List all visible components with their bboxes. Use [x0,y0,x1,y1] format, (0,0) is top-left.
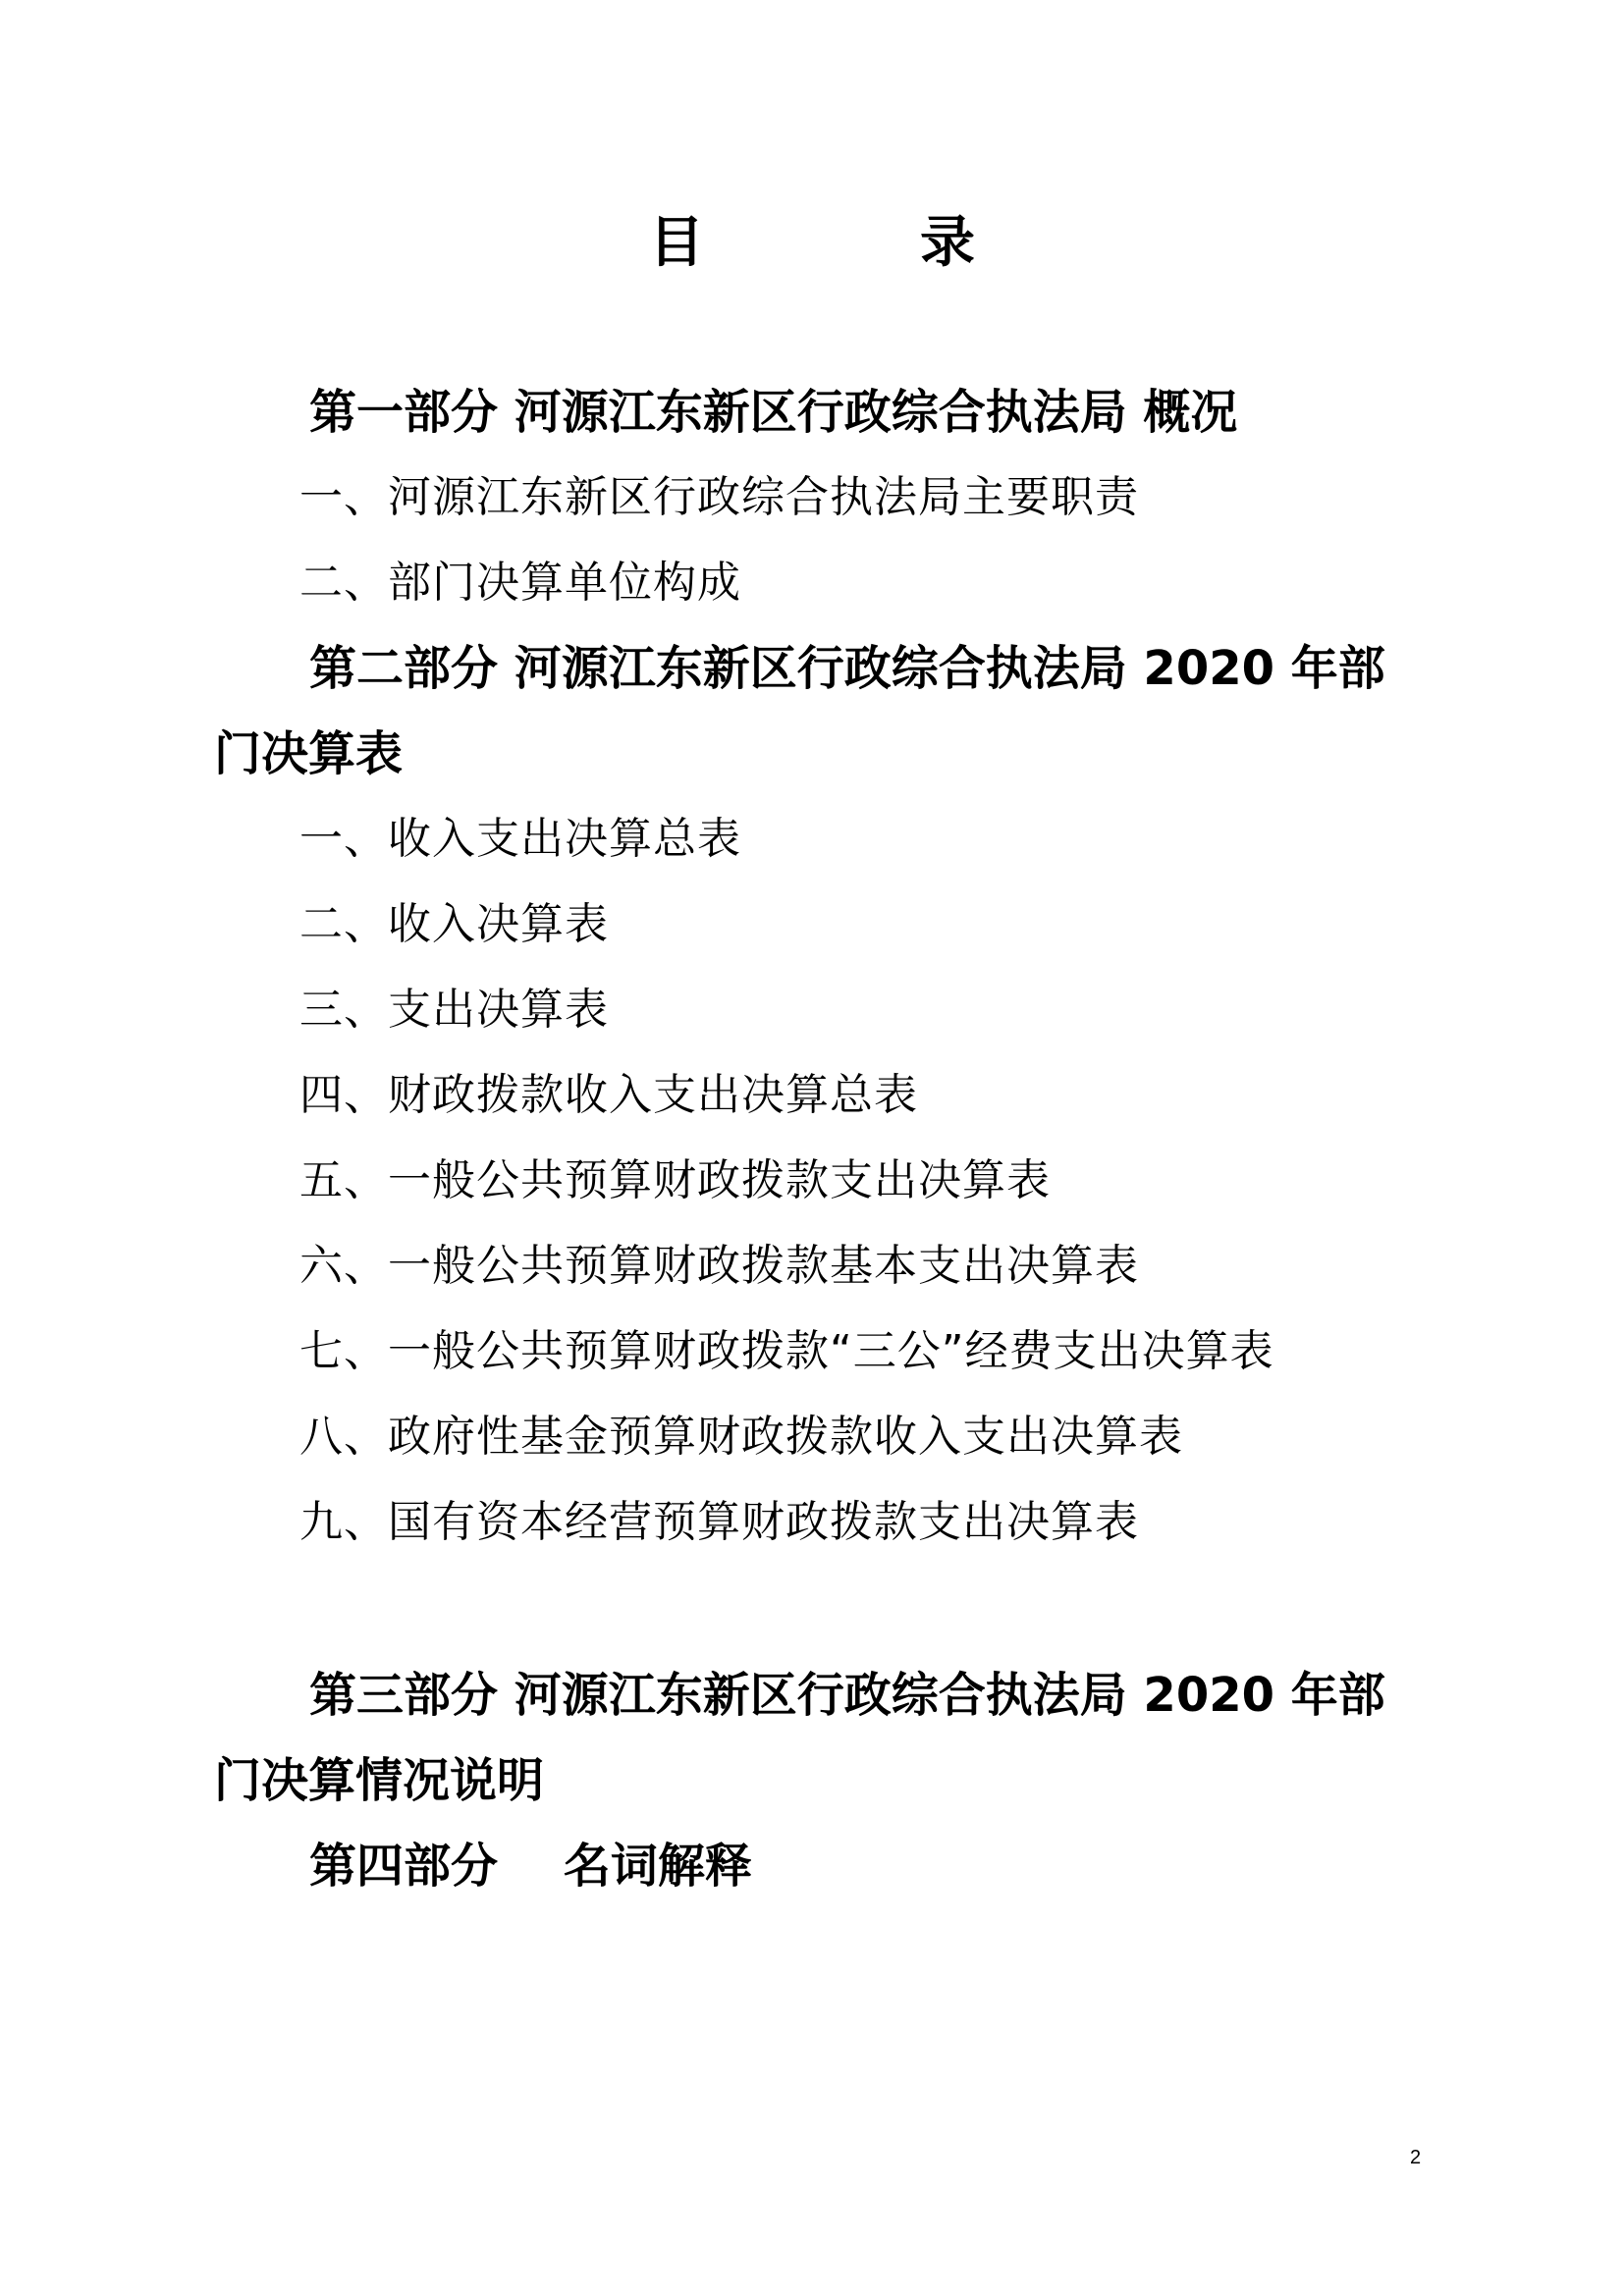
toc-item: 七、一般公共预算财政拨款“三公”经费支出决算表 [299,1326,1274,1376]
toc-item: 九、国有资本经营预算财政拨款支出决算表 [299,1497,1139,1547]
toc-item: 二、收入决算表 [299,899,609,949]
toc-item: 六、一般公共预算财政拨款基本支出决算表 [299,1241,1139,1291]
toc-item: 一、收入支出决算总表 [299,814,741,864]
toc-item: 三、支出决算表 [299,985,609,1035]
title-char-1: 目 [649,211,704,275]
part1-heading: 第一部分 河源江东新区行政综合执法局 概况 [309,385,1238,440]
part2-heading-cont: 门决算表 [214,726,404,781]
page-title [0,211,1624,275]
part3-heading: 第三部分 河源江东新区行政综合执法局 2020 年部 [309,1668,1385,1723]
toc-item: 五、一般公共预算财政拨款支出决算表 [299,1155,1051,1205]
part2-heading: 第二部分 河源江东新区行政综合执法局 2020 年部 [309,641,1385,696]
toc-item: 一、河源江东新区行政综合执法局主要职责 [299,472,1139,522]
toc-item: 八、政府性基金预算财政拨款收入支出决算表 [299,1412,1183,1462]
toc-item: 四、财政拨款收入支出决算总表 [299,1070,918,1120]
part3-heading-cont: 门决算情况说明 [214,1753,545,1808]
part4-heading: 第四部分 名词解释 [309,1839,752,1894]
toc-item: 二、部门决算单位构成 [299,558,741,608]
title-char-2: 录 [920,211,975,275]
page-number: 2 [1410,2147,1422,2168]
